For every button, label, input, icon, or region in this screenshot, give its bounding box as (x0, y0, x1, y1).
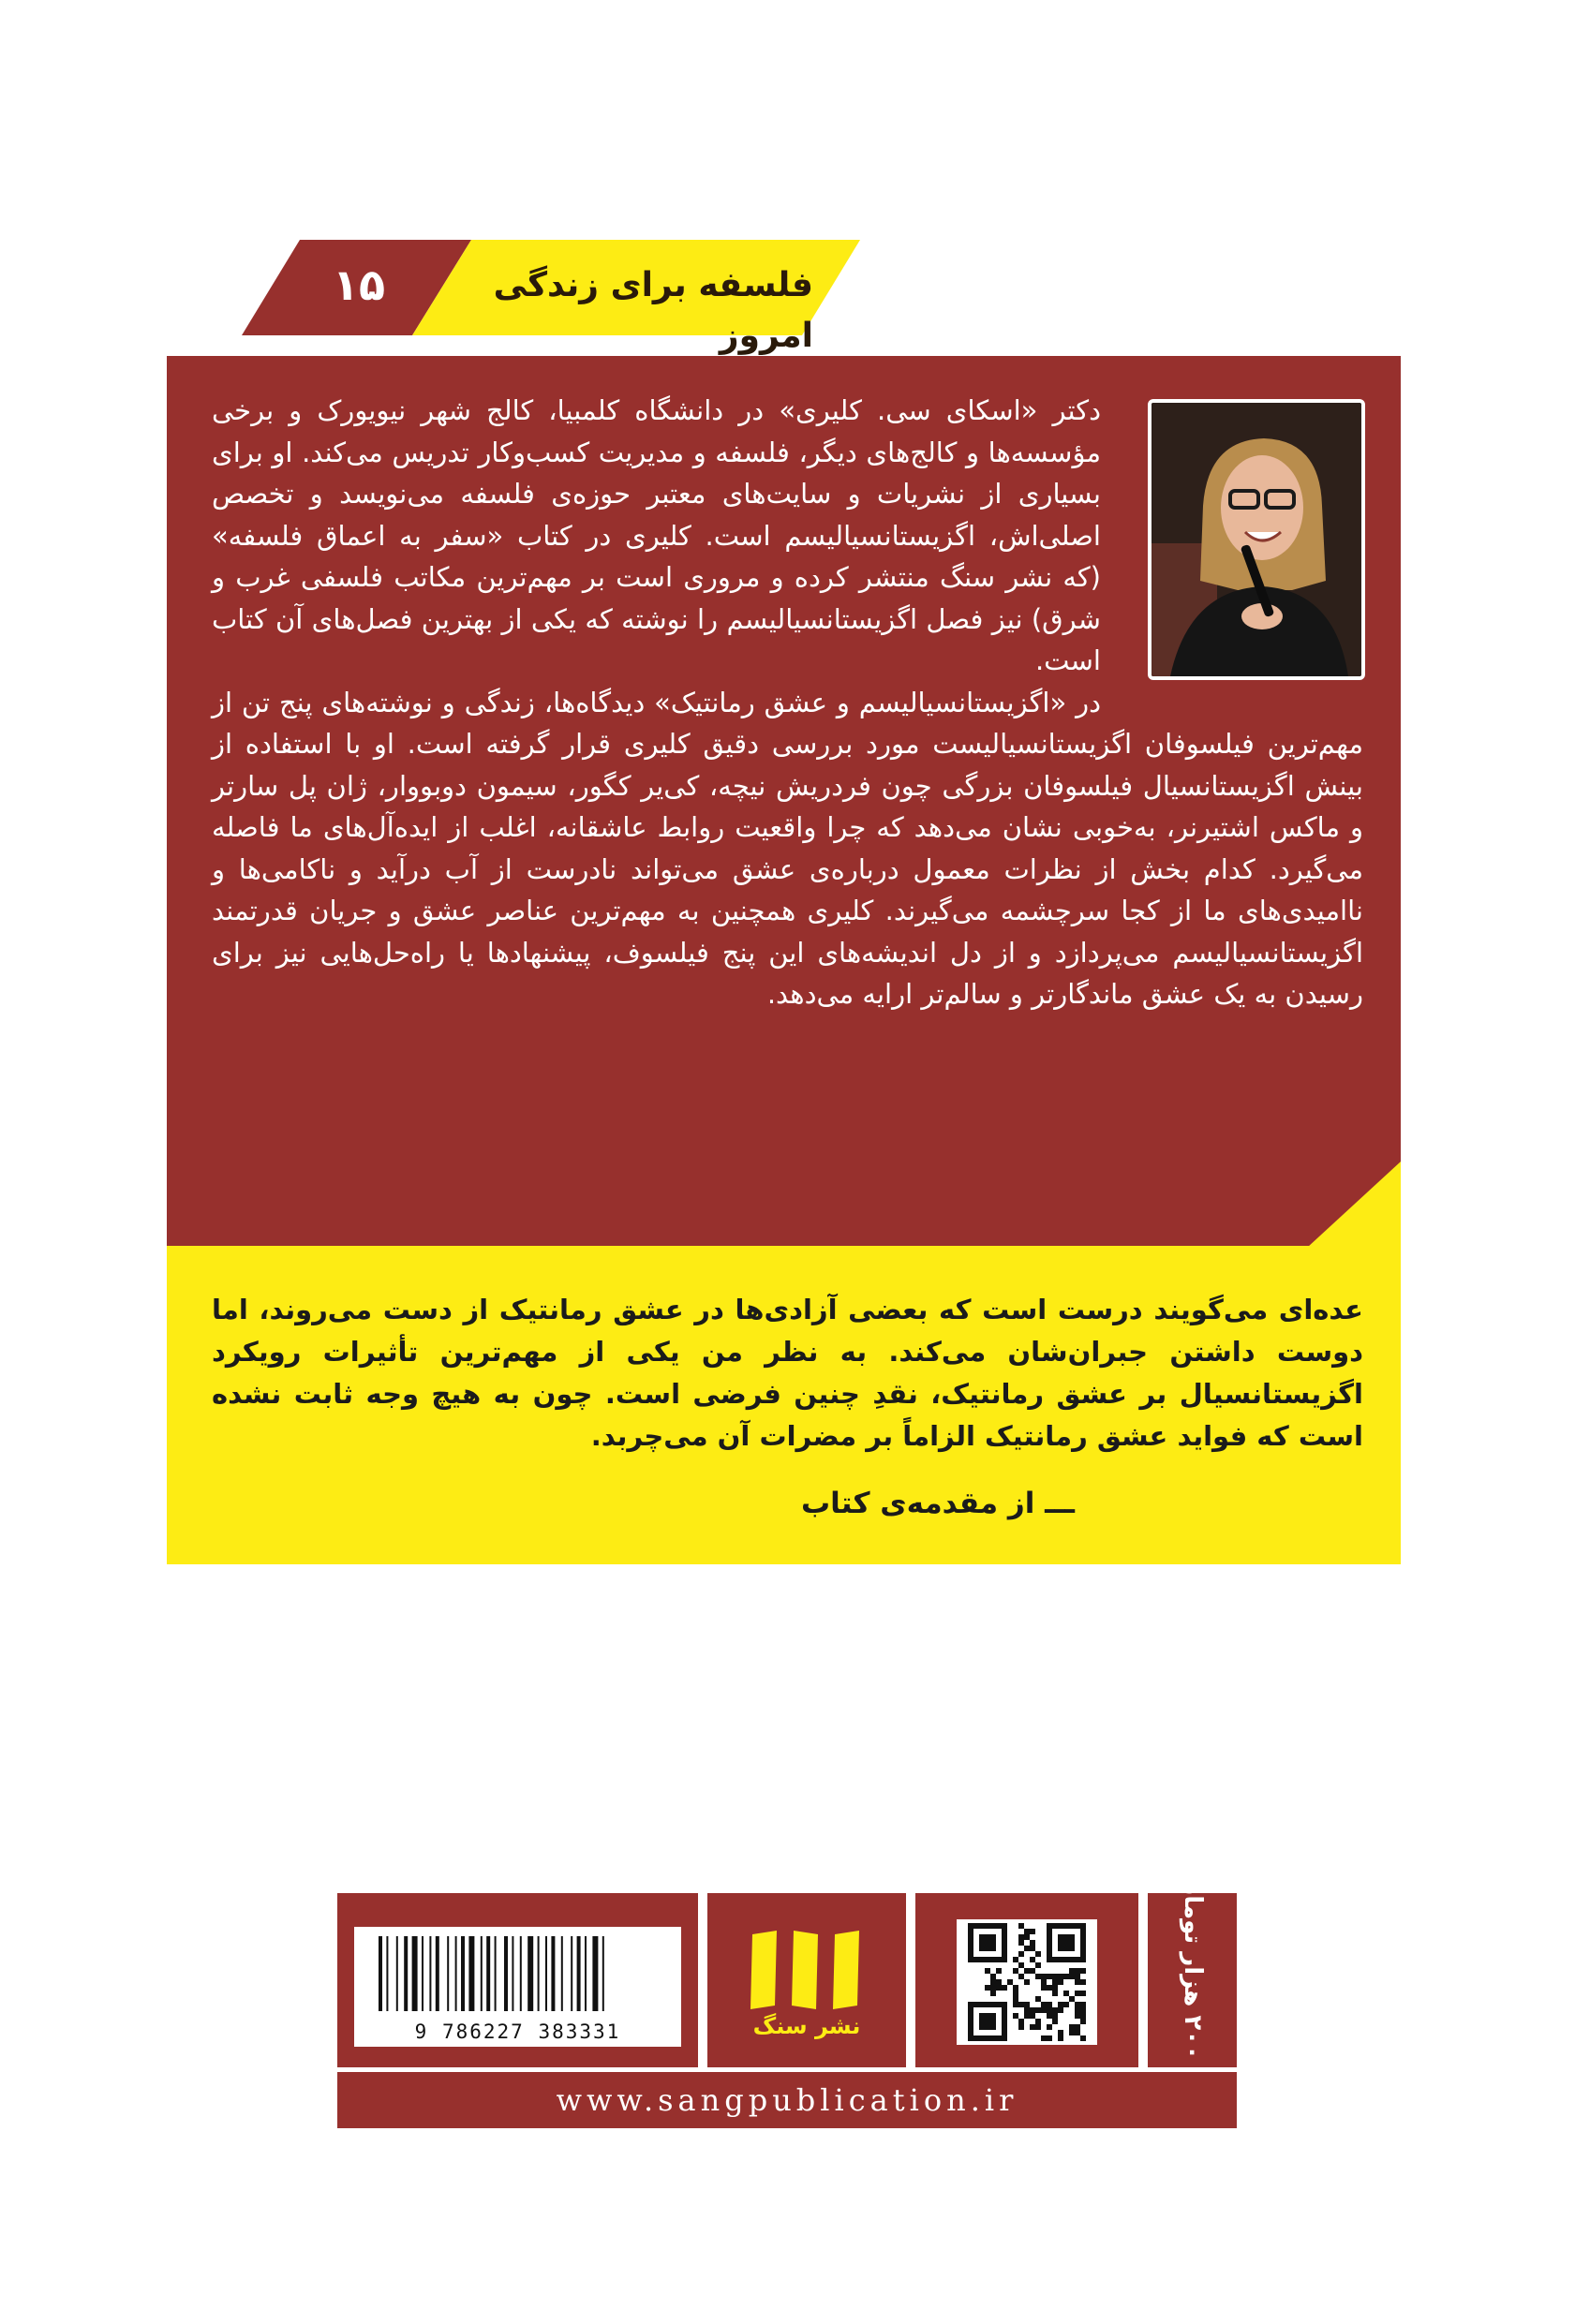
series-banner (242, 240, 860, 355)
bio-paragraph: دکتر «اسکای سی. کلیری» در دانشگاه کلمبیا، کالج شهر نیویورک و برخی مؤسسه‌ها و کالج‌های دیگر، فلسفه و مدیریت کسب‌وکار تدریس می‌کند. او برای بسیاری از نشریات و سایت‌های معتبر حوزه‌ی فلسفه می‌نویسد و تخصص اصلی‌اش، اگزیستانسیالیسم است. کلیری در کتاب «سفر به اعماق فلسفه» (که نشر سنگ منتشر کرده و مروری است بر مهم‌ترین مکاتب فلسفی غرب و شرق) نیز فصل اگزیستانسیالیسم را نوشته که یکی از بهترین فصل‌های آن کتاب است. (212, 394, 1101, 676)
publisher-name: نشر سنگ (752, 2013, 861, 2039)
qr-code-box (915, 1893, 1138, 2067)
price-text: ۲۰۰ هزار تومان (1178, 1874, 1207, 2060)
quote-source: ـــ از مقدمه‌ی کتاب (801, 1487, 1075, 1520)
barcode-box (337, 1893, 698, 2067)
description-panel (167, 356, 1401, 1246)
bio-paragraph: در «اگزیستانسیالیسم و عشق رمانتیک» دیدگاه‌ها، زندگی و نوشته‌های پنج تن از مهم‌ترین فیلسوفان اگزیستانسیالیست مورد بررسی دقیق کلیری قرار گرفته است. او با استفاده از بینش اگزیستانسیال فیلسوفان بزرگی چون فردریش نیچه، کی‌یر کگور، سیمون دوبووار، ژان پل سارتر و ماکس اشتیرنر، به‌خوبی نشان می‌دهد که چرا واقعیت روابط عاشقانه، اغلب از ایده‌آل‌های ما فاصله می‌گیرد. کدام بخش از نظرات معمول درباره‌ی عشق می‌تواند نادرست از آب درآید و ناکامی‌ها و ناامیدی‌های ما از کجا سرچشمه می‌گیرند. کلیری همچنین به مهم‌ترین عناصر عشق و جریان قدرتمند اگزیستانسیالیسم می‌پردازد و از دل اندیشه‌های این پنج فیلسوف، پیشنهادها یا راه‌حل‌هایی نیز برای رسیدن به یک عشق ماندگارتر و سالم‌تر ارایه می‌دهد. (212, 686, 1363, 1010)
author-bio (212, 390, 1363, 1208)
barcode (354, 1927, 681, 2047)
quote-panel-corner (1307, 1162, 1401, 1248)
publisher-logo-box (707, 1893, 906, 2067)
website-url: www.sangpublication.ir (337, 2072, 1237, 2128)
qr-code-icon (957, 1919, 1097, 2045)
quote-panel (167, 1246, 1401, 1564)
back-cover-info-row (337, 1874, 1237, 2067)
barcode-digits: 9 786227 383331 (414, 2021, 621, 2043)
series-title: فلسفه برای زندگی امروز (493, 266, 813, 355)
publisher-logo-icon (707, 1893, 906, 2067)
barcode-icon (354, 1927, 681, 2021)
qr-code (957, 1919, 1097, 2045)
price-box (1148, 1874, 1237, 2067)
quote-text: عده‌ای می‌گویند درست است که بعضی آزادی‌ها در عشق رمانتیک از دست می‌روند، اما دوست داشتن جبران‌شان می‌کند. به نظر من یکی از مهم‌ترین تأثیرات رویکرد اگزیستانسیال بر عشق رمانتیک، نقدِ چنین فرضی است. چون به هیچ وجه ثابت نشده است که فواید عشق رمانتیک الزاماً بر مضرات آن می‌چربد. (212, 1294, 1363, 1452)
series-number: ۱۵ (332, 259, 386, 310)
